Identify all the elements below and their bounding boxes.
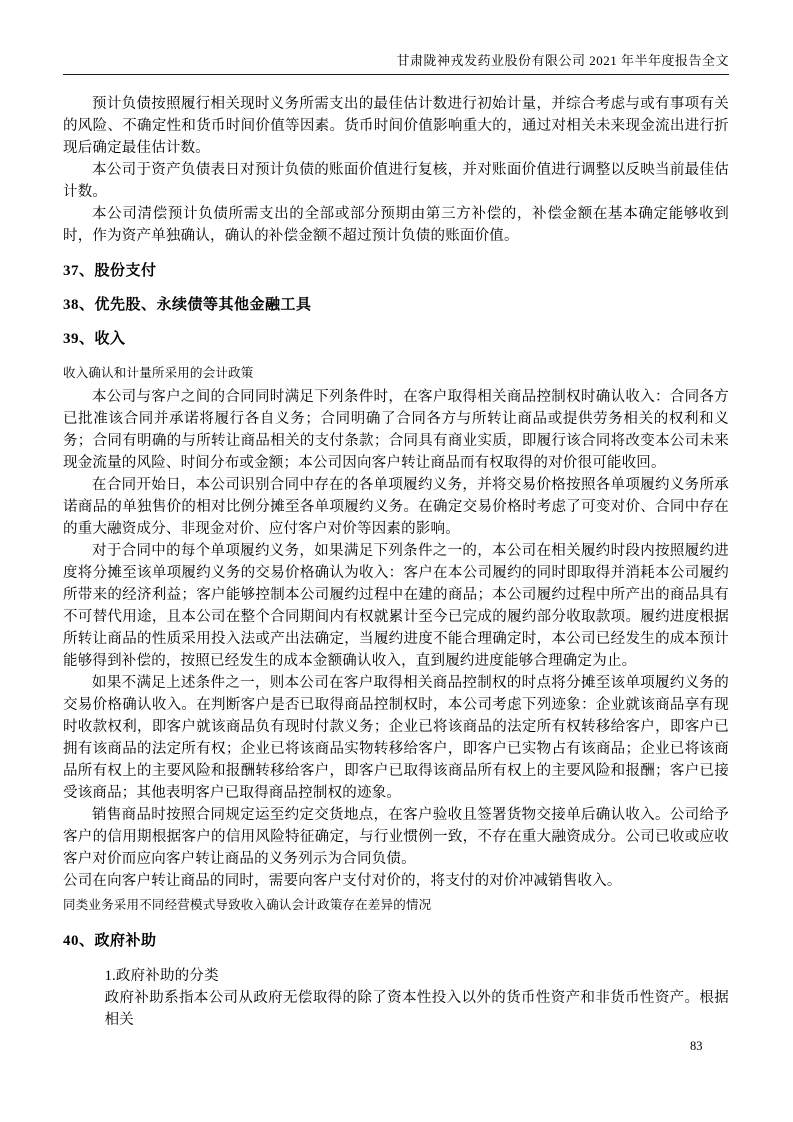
page-header: [63, 52, 729, 75]
heading-37-share-based-payment: 37、股份支付: [63, 263, 157, 279]
page-number: 83: [690, 1039, 703, 1053]
heading-40-government-grants: 40、政府补助: [63, 933, 157, 949]
label-revenue-accounting-policy: 收入确认和计量所采用的会计政策: [63, 366, 254, 380]
subheading-government-grant-classification: 1.政府补助的分类: [104, 968, 219, 984]
paragraph-over-time-recognition: 对于合同中的每个单项履约义务，如果满足下列条件之一的，本公司在相关履约时段内按照履约进度将分摊至该单项履约义务的交易价格确认为收入：客户在本公司履约的同时即取得并消耗本公司履约所带来的经济利益；客户能够控制本公司履约过程中在建的商品；本公司履约过程中所产出的商品具有不可替代用途，且本公司在整个合同期间内有权就累计至今已完成的履约部分收取款项。履约进度根据所转让商品的性质采用投入法或产出法确定，当履约进度不能合理确定时，本公司已经发生的成本预计能够得到补偿的，按照已经发生的成本金额确认收入，直到履约进度能够合理确定为止。: [63, 543, 729, 669]
paragraph-revenue-recognition-conditions: 本公司与客户之间的合同同时满足下列条件时，在客户取得相关商品控制权时确认收入：合同各方已批准该合同并承诺将履行各自义务；合同明确了合同各方与所转让商品或提供劳务相关的权利和义务；合同有明确的与所转让商品相关的支付条款；合同具有商业实质，即履行该合同将改变本公司未来现金流量的风险、时间分布或金额；本公司因向客户转让商品而有权取得的对价很可能收回。: [63, 389, 729, 471]
paragraph-point-in-time-recognition: 如果不满足上述条件之一，则本公司在客户取得相关商品控制权的时点将分摊至该单项履约义务的交易价格确认收入。在判断客户是否已取得商品控制权时，本公司考虑下列迹象：企业就该商品享有现时收款权利，即客户就该商品负有现时付款义务；企业已将该商品的法定所有权转移给客户，即客户已拥有该商品的法定所有权；企业已将该商品实物转移给客户，即客户已实物占有该商品；企业已将该商品所有权上的主要风险和报酬转移给客户，即客户已取得该商品所有权上的主要风险和报酬；客户已接受该商品；其他表明客户已取得商品控制权的迹象。: [63, 675, 729, 801]
paragraph-third-party-compensation: 本公司清偿预计负债所需支出的全部或部分预期由第三方补偿的，补偿金额在基本确定能够收到时，作为资产单独确认，确认的补偿金额不超过预计负债的账面价值。: [63, 206, 729, 244]
paragraph-goods-delivery-recognition: 销售商品时按照合同规定运至约定交货地点，在客户验收且签署货物交接单后确认收入。公司给予客户的信用期根据客户的信用风险特征确定，与行业惯例一致，不存在重大融资成分。公司已收或应收客户对价而应向客户转让商品的义务列示为合同负债。: [63, 807, 729, 867]
label-business-model-difference: 同类业务采用不同经营模式导致收入确认会计政策存在差异的情况: [63, 898, 432, 912]
paragraph-balance-sheet-review: 本公司于资产负债表日对预计负债的账面价值进行复核，并对账面价值进行调整以反映当前最佳估计数。: [63, 162, 729, 200]
paragraph-consideration-payable-to-customer: 公司在向客户转让商品的同时，需要向客户支付对价的，将支付的对价冲减销售收入。: [63, 873, 622, 889]
heading-38-preferred-shares-perpetual-bonds: 38、优先股、永续债等其他金融工具: [63, 297, 312, 313]
government-grant-section: [63, 965, 729, 1031]
paragraph-estimated-liability-measurement: 预计负债按照履行相关现时义务所需支出的最佳估计数进行初始计量，并综合考虑与或有事项有关的风险、不确定性和货币时间价值等因素。货币时间价值影响重大的，通过对相关未来现金流出进行折现后确定最佳估计数。: [63, 96, 729, 156]
heading-39-revenue: 39、收入: [63, 331, 126, 347]
page-content: [63, 52, 729, 1031]
header-title: 甘肃陇神戎发药业股份有限公司 2021 年半年度报告全文: [396, 53, 729, 68]
paragraph-performance-obligation-allocation: 在合同开始日，本公司识别合同中存在的各单项履约义务，并将交易价格按照各单项履约义务所承诺商品的单独售价的相对比例分摊至各单项履约义务。在确定交易价格时考虑了可变对价、合同中存在的重大融资成分、非现金对价、应付客户对价等因素的影响。: [63, 477, 729, 537]
paragraph-government-grant-definition: 政府补助系指本公司从政府无偿取得的除了资本性投入以外的货币性资产和非货币性资产。根据相关: [104, 990, 729, 1028]
